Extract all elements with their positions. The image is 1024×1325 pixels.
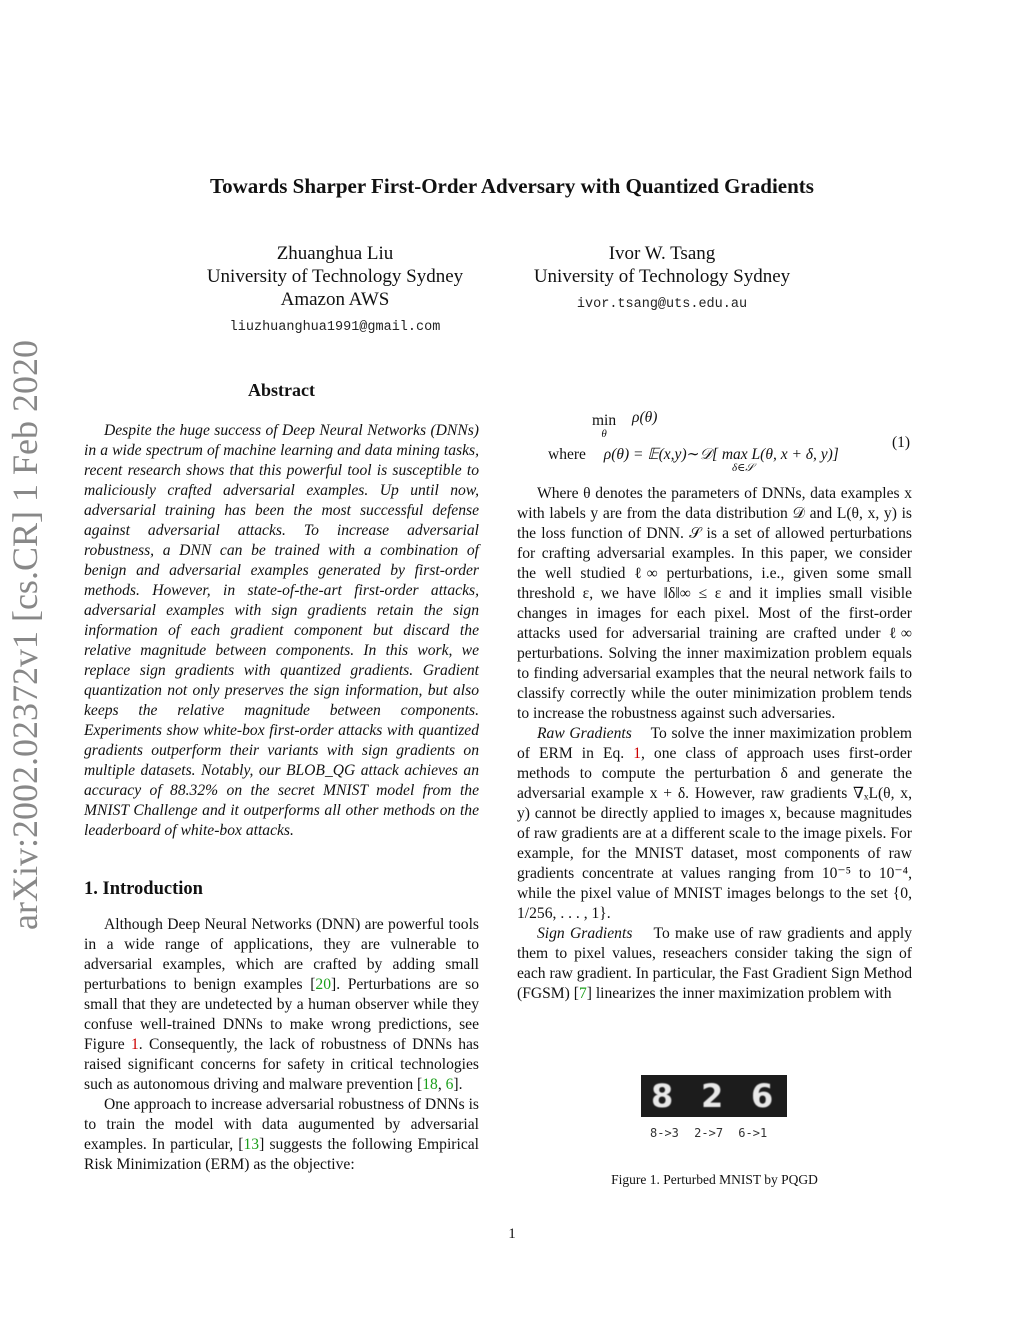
expectation-expr: ρ(θ) = 𝔼(x,y)∼𝒟[ max L(θ, x + δ, y)] xyxy=(603,446,839,463)
abstract-heading: Abstract xyxy=(248,380,315,400)
paper-title: Towards Sharper First-Order Adversary with Quantized Gradients xyxy=(210,174,814,198)
figure-labels xyxy=(650,1126,767,1140)
paragraph: One approach to increase adversarial robustness of DNNs is to train the model with data augumented by adversarial examples. In particular, [13] suggests the following Empirical Risk Minimization (ERM) as the objective: xyxy=(84,1096,479,1173)
arxiv-id: arXiv:2002.02372v1 [cs.CR] 1 Feb 2020 xyxy=(5,340,45,930)
author-name: Ivor W. Tsang xyxy=(608,243,716,264)
page-number: 1 xyxy=(508,1226,516,1242)
min-operator: min xyxy=(592,412,617,429)
figure-caption: Figure 1. Perturbed MNIST by PQGD xyxy=(611,1172,818,1187)
paragraph: Although Deep Neural Networks (DNN) are powerful tools in a wide range of applications, they are vulnerable to adversarial examples, which are crafted by adding small perturbations to benign examples [20]. Perturbations are so small that they are undetected by a human observer while they confuse well-trained DNNs to make wrong predictions, see Figure 1. Consequently, the lack of robustness of DNNs has raised significant concerns for safety in critical technologies such as autonomous driving and malware prevention [18, 6]. xyxy=(84,916,479,1093)
mnist-figure xyxy=(641,1075,787,1117)
citation-link[interactable]: 13 xyxy=(243,1136,260,1153)
paragraph-label: Sign Gradients xyxy=(537,925,633,942)
author-email[interactable]: ivor.tsang@uts.edu.au xyxy=(576,297,748,312)
paragraph: Raw Gradients To solve the inner maximization problem of ERM in Eq. 1, one class of approach uses first-order methods to compute the perturbation δ and generate the adversarial example x + δ. However, raw gradients ∇ₓL(θ, x, y) cannot be directly applied to images x, because magnitudes of raw gradients are at a different scale to the image pixels. For example, for the MNIST dataset, most components of raw gradients concentrate at values ranging from 10⁻⁵ to 10⁻⁴, while the pixel value of MNIST images belongs to the set {0, 1/256, . . . , 1}. xyxy=(517,725,912,922)
paragraph: Where θ denotes the parameters of DNNs, data examples x with labels y are from the data distribution 𝒟 and L(θ, x, y) is the loss function of DNN. 𝒮 is a set of allowed perturbations for crafting adversarial examples. In this paper, we consider the well studied ℓ∞ perturbations, i.e., given some small threshold ε, we have ‖δ‖∞ ≤ ε and it implies small visible changes in images for each pixel. Most of the first-order attacks used for adversarial training are crafted under ℓ∞ perturbations. Solving the inner maximization problem equals to finding adversarial examples that the neural network fails to classify correctly while the outer minimization problem tends to increase the robustness against such adversaries. xyxy=(517,485,912,722)
max-subscript: δ∈𝒮 xyxy=(732,462,754,474)
paragraph: Sign Gradients To make use of raw gradients and apply them to pixel values, reseachers consider taking the sign of each raw gradient. In particular, the Fast Gradient Sign Method (FGSM) [7] linearizes the inner maximization problem with xyxy=(517,925,912,1002)
author-affiliation: Amazon AWS xyxy=(280,289,390,310)
where-word: where xyxy=(548,446,586,463)
equation-number: (1) xyxy=(892,434,911,451)
equation-ref-link[interactable]: 1 xyxy=(633,745,641,762)
author-affiliation: University of Technology Sydney xyxy=(206,266,464,287)
section-heading: 1. Introduction xyxy=(84,879,203,899)
figure-ref-link[interactable]: 1 xyxy=(131,1036,139,1053)
min-subscript: θ xyxy=(601,428,607,440)
objective-expr: ρ(θ) xyxy=(632,409,658,426)
author-block-2 xyxy=(512,242,812,316)
equation-line-1 xyxy=(592,409,658,448)
right-column xyxy=(517,484,912,1004)
citation-link[interactable]: 6 xyxy=(445,1076,454,1093)
abstract-text: Despite the huge success of Deep Neural Networks (DNNs) in a wide spectrum of machine learning and data mining tasks, recent research shows that this powerful tool is susceptible to maliciously crafted adversarial examples. Up until now, adversarial training has been the most successful defense against adversarial attacks. To increase adversarial robustness, a DNN can be trained with a combination of benign and adversarial examples generated by first-order methods. However, in state-of-the-art first-order attacks, adversarial examples with sign gradients retain the sign information of each gradient component but discard the relative magnitude between components. In this work, we replace sign gradients with quantized gradients. Gradient quantization not only preserves the sign information, but also keeps the relative magnitude between components. Experiments show white-box first-order attacks with quantized gradients outperform their variants with sign gradients on multiple datasets. Notably, our BLOB_QG attack achieves an accuracy of 88.32% on the secret MNIST model from the MNIST Challenge and it outperforms all other methods on the leaderboard of white-box attacks. xyxy=(84,422,479,839)
citation-link[interactable]: 18 xyxy=(422,1076,438,1093)
paragraph-label: Raw Gradients xyxy=(537,725,632,742)
mnist-digit: 2 xyxy=(701,1077,724,1115)
citation-link[interactable]: 7 xyxy=(578,985,587,1002)
author-name: Zhuanghua Liu xyxy=(276,243,394,264)
author-email[interactable]: liuzhuanghua1991@gmail.com xyxy=(229,320,441,335)
citation-link[interactable]: 20 xyxy=(315,976,331,993)
figure-label: 8->3 xyxy=(650,1126,679,1140)
author-affiliation: University of Technology Sydney xyxy=(533,266,791,287)
figure-label: 6->1 xyxy=(738,1126,768,1140)
mnist-digit: 6 xyxy=(751,1077,774,1115)
left-column xyxy=(84,380,479,1175)
equation-line-2 xyxy=(548,445,839,464)
mnist-digit: 8 xyxy=(651,1077,674,1115)
figure-label: 2->7 xyxy=(694,1126,724,1140)
author-block-1 xyxy=(185,242,485,339)
